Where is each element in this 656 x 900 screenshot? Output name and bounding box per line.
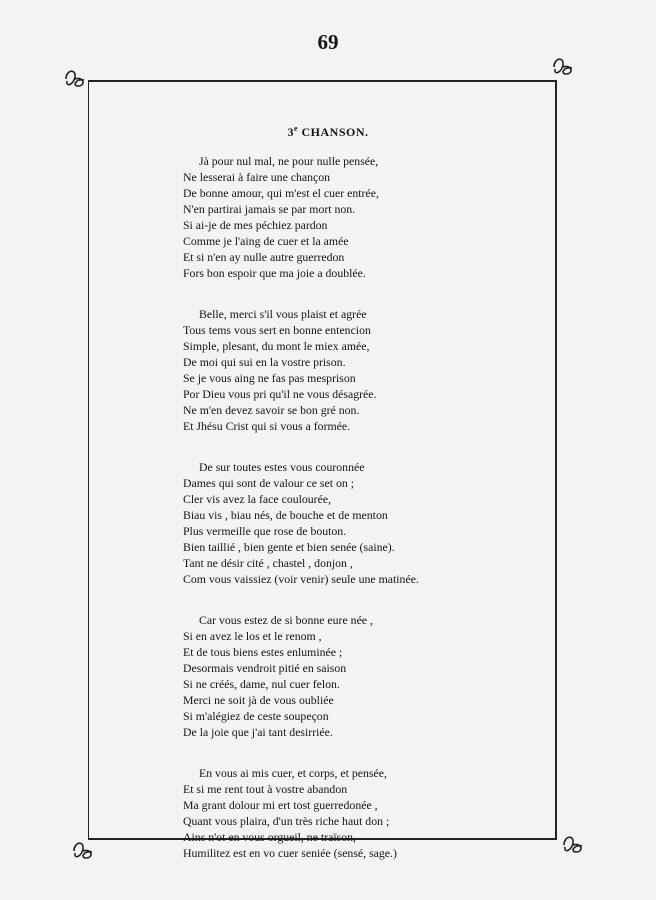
poem-line: Por Dieu vous pri qu'il ne vous désagrée. (183, 387, 377, 401)
stanza (183, 153, 483, 281)
poem-line: De sur toutes estes vous couronnée (199, 460, 365, 474)
poem-line: Belle, merci s'il vous plaist et agrée (199, 307, 367, 321)
poem-line: Et si n'en ay nulle autre guerredon (183, 250, 345, 264)
song-label: CHANSON. (301, 125, 369, 139)
poem-line: N'en partirai jamais se par mort non. (183, 202, 356, 216)
song-number: 3 (287, 125, 294, 139)
poem-body (183, 153, 483, 886)
poem-line: Et Jhésu Crist qui si vous a formée. (183, 419, 351, 433)
poem-line: Simple, plesant, du mont le miex amée, (183, 339, 370, 353)
stanza (183, 306, 483, 434)
poem-line: Si en avez le los et le renom , (183, 629, 322, 643)
poem-line: Dames qui sont de valour ce set on ; (183, 476, 355, 490)
poem-line: Tous tems vous sert en bonne entencion (183, 323, 371, 337)
poem-line: Biau vis , biau nés, de bouche et de menton (183, 508, 388, 522)
poem-line: En vous ai mis cuer, et corps, et pensée, (199, 766, 387, 780)
corner-ornament-bottom-right-icon (560, 832, 586, 858)
stanza (183, 765, 483, 861)
poem-line: Humilitez est en vo cuer seniée (sensé, sage.) (183, 846, 397, 860)
poem-line: Jà pour nul mal, ne pour nulle pensée, (199, 154, 379, 168)
page-number: 69 (317, 30, 339, 54)
poem-line: Ains n'ot en vous orgueil, ne traïson, (183, 830, 356, 844)
poem-line: Si m'alégiez de ceste soupeçon (183, 709, 329, 723)
poem-line: Plus vermeille que rose de bouton. (183, 524, 347, 538)
poem-line: Com vous vaissiez (voir venir) seule une matinée. (183, 572, 419, 586)
poem-line: Ne lesserai à faire une chançon (183, 170, 331, 184)
poem-line: Ne m'en devez savoir se bon gré non. (183, 403, 360, 417)
poem-line: Ma grant dolour mi ert tost guerredonée , (183, 798, 378, 812)
stanza (183, 612, 483, 740)
poem-line: Si ai-je de mes péchiez pardon (183, 218, 328, 232)
poem-line: Merci ne soit jà de vous oubliée (183, 693, 334, 707)
song-title (0, 124, 656, 140)
poem-line: Tant ne désir cité , chastel , donjon , (183, 556, 353, 570)
poem-line: Fors bon espoir que ma joie a doublée. (183, 266, 366, 280)
poem-line: Cler vis avez la face coulourée, (183, 492, 332, 506)
poem-line: De la joie que j'ai tant desirriée. (183, 725, 333, 739)
poem-line: Desormais vendroit pitié en saison (183, 661, 347, 675)
stanza (183, 459, 483, 587)
song-ordinal: e (293, 124, 299, 133)
poem-line: Et de tous biens estes enluminée ; (183, 645, 343, 659)
poem-line: Car vous estez de si bonne eure née , (199, 613, 373, 627)
corner-ornament-bottom-left-icon (70, 838, 96, 864)
poem-line: De moi qui sui en la vostre prison. (183, 355, 346, 369)
poem-line: Comme je l'aing de cuer et la amée (183, 234, 349, 248)
poem-line: Se je vous aing ne fas pas mesprison (183, 371, 356, 385)
poem-line: Et si me rent tout à vostre abandon (183, 782, 348, 796)
corner-ornament-top-left-icon (62, 66, 88, 92)
corner-ornament-top-right-icon (550, 54, 576, 80)
poem-line: Quant vous plaira, d'un très riche haut don ; (183, 814, 390, 828)
poem-line: Si ne créés, dame, nul cuer felon. (183, 677, 340, 691)
poem-line: De bonne amour, qui m'est el cuer entrée, (183, 186, 379, 200)
poem-line: Bien taillié , bien gente et bien senée (saine). (183, 540, 395, 554)
